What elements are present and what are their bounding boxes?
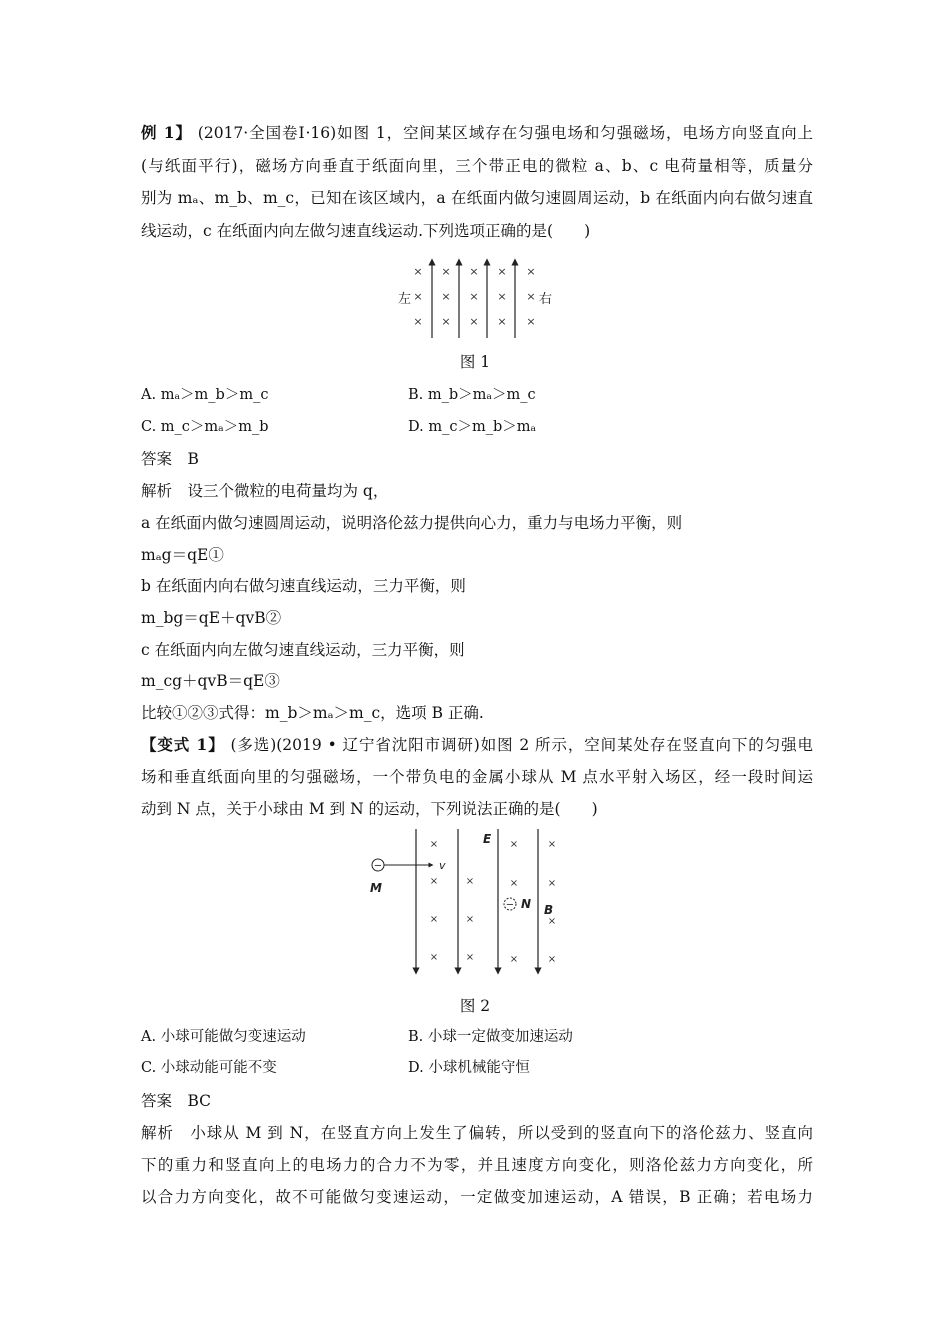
x-mark: × [547, 839, 557, 850]
variant-option-a: A. 小球可能做匀变速运动 [141, 1029, 306, 1045]
x-mark: × [497, 265, 507, 278]
label-b: B [544, 903, 554, 917]
variant1-stem-1: (多选)(2019 • 辽宁省沈阳市调研)如图 2 所示，空间某处存在竖直向下的匀强电 [230, 736, 813, 754]
analysis-line-6: c 在纸面内向左做匀速直线运动，三力平衡，则 [141, 641, 465, 659]
label-e: E [483, 832, 492, 846]
figure-2 [365, 825, 575, 980]
x-mark: × [497, 290, 507, 303]
analysis-line-1: 解析 设三个微粒的电荷量均为 q， [141, 482, 389, 500]
figure-2-caption: 图 2 [459, 997, 491, 1015]
variant-option-d: D. 小球机械能守恒 [408, 1060, 530, 1076]
option-b: B. m_b＞mₐ＞m_c [408, 387, 536, 403]
example1-label: 例 1】 [141, 123, 192, 142]
charge-sign-m: − [373, 860, 383, 872]
variant1-analysis-2: 下的重力和竖直向上的电场力的合力不为零，并且速度方向变化，则洛伦兹力方向变化，所 [141, 1156, 813, 1174]
variant1-line-2: 场和垂直纸面向里的匀强磁场，一个带负电的金属小球从 M 点水平射入场区，经一段时间运 [141, 768, 813, 786]
variant1-line-1 [141, 735, 813, 755]
x-mark: × [429, 914, 439, 925]
analysis-line-2: a 在纸面内做匀速圆周运动，说明洛伦兹力提供向心力，重力与电场力平衡，则 [141, 514, 683, 532]
left-label: 左 [398, 292, 412, 307]
variant1-line-3: 动到 N 点，关于小球由 M 到 N 的运动，下列说法正确的是( ) [141, 800, 598, 818]
option-a: A. mₐ＞m_b＞m_c [141, 387, 269, 403]
variant1-analysis-1: 解析 小球从 M 到 N，在竖直方向上发生了偏转，所以受到的竖直向下的洛伦兹力、竖直向 [141, 1124, 813, 1142]
variant1-answer: 答案 BC [141, 1092, 212, 1110]
x-mark: × [509, 878, 519, 889]
label-v: v [439, 859, 446, 872]
example1-source: (2017·全国卷Ⅰ·16) [197, 124, 337, 142]
figure-1 [395, 258, 560, 342]
equation-1: mₐg＝qE① [141, 546, 224, 564]
option-d: D. m_c＞m_b＞mₐ [408, 419, 537, 435]
x-mark: × [441, 315, 451, 328]
analysis-conclusion: 比较①②③式得：m_b＞mₐ＞m_c，选项 B 正确. [141, 704, 484, 722]
x-mark: × [509, 954, 519, 965]
electric-field-lines [416, 829, 538, 971]
equation-3: m_cg＋qvB＝qE③ [141, 672, 280, 690]
x-mark: × [547, 916, 557, 927]
right-label: 右 [539, 292, 553, 307]
x-mark: × [526, 265, 536, 278]
label-m: M [370, 881, 382, 895]
example1-answer: 答案 B [141, 450, 199, 468]
x-mark: × [526, 290, 536, 303]
equation-2: m_bg＝qE＋qvB② [141, 609, 282, 627]
x-mark: × [547, 954, 557, 965]
x-mark: × [469, 315, 479, 328]
label-n: N [521, 897, 532, 911]
example1-stem-1: 如图 1，空间某区域存在匀强电场和匀强磁场，电场方向竖直向上 [336, 124, 814, 142]
variant1-analysis-3: 以合力方向变化，故不可能做匀变速运动，一定做变加速运动，A 错误，B 正确；若电场力 [141, 1188, 813, 1206]
variant1-label: 【变式 1】 [141, 735, 225, 754]
example1-line-3: 别为 mₐ、m_b、m_c，已知在该区域内，a 在纸面内做匀速圆周运动，b 在纸面内向右做匀速直 [141, 189, 813, 207]
x-mark: × [413, 290, 423, 303]
x-mark: × [526, 315, 536, 328]
charge-sign-n: − [505, 899, 515, 911]
magnetic-field-marks-2 [430, 839, 556, 965]
x-mark: × [465, 914, 475, 925]
example1-line-2: (与纸面平行)，磁场方向垂直于纸面向里，三个带正电的微粒 a、b、c 电荷量相等，质量分 [141, 157, 813, 175]
variant-option-c: C. 小球动能可能不变 [141, 1060, 277, 1076]
x-mark: × [413, 315, 423, 328]
x-mark: × [429, 839, 439, 850]
x-mark: × [469, 290, 479, 303]
x-mark: × [441, 290, 451, 303]
option-c: C. m_c＞mₐ＞m_b [141, 419, 269, 435]
x-mark: × [547, 878, 557, 889]
x-mark: × [413, 265, 423, 278]
variant-option-b: B. 小球一定做变加速运动 [408, 1029, 573, 1045]
x-mark: × [465, 952, 475, 963]
x-mark: × [429, 952, 439, 963]
x-mark: × [441, 265, 451, 278]
analysis-line-4: b 在纸面内向右做匀速直线运动，三力平衡，则 [141, 577, 466, 595]
x-mark: × [465, 876, 475, 887]
example1-line-1 [141, 123, 813, 143]
example1-line-4: 线运动，c 在纸面内向左做匀速直线运动.下列选项正确的是( ) [141, 222, 591, 240]
x-mark: × [497, 315, 507, 328]
x-mark: × [429, 876, 439, 887]
x-mark: × [469, 265, 479, 278]
figure-1-caption: 图 1 [459, 353, 491, 371]
x-mark: × [509, 839, 519, 850]
